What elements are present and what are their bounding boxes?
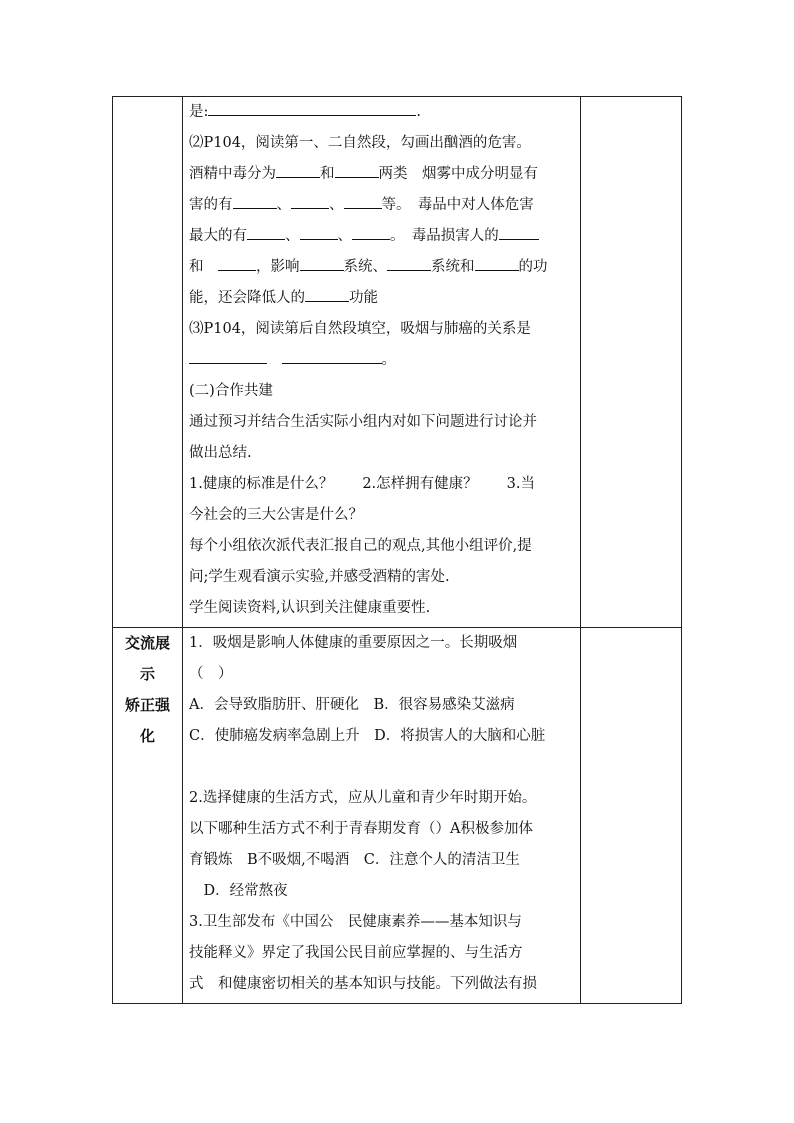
answer-blank[interactable] bbox=[352, 225, 390, 240]
text-segment: 系统和 bbox=[431, 259, 475, 275]
text-segment: ，影响 bbox=[256, 259, 300, 275]
content-cell bbox=[183, 628, 581, 1004]
notes-cell bbox=[581, 97, 682, 628]
text-line: 通过预习并结合生活实际小组内对如下问题进行讨论并 bbox=[189, 414, 537, 430]
text-line: C．使肺癌发病率急剧上升 D．将损害人的大脑和心脏 bbox=[189, 728, 546, 744]
text-line bbox=[189, 345, 575, 376]
answer-blank[interactable] bbox=[218, 256, 256, 271]
text-segment: 。 bbox=[381, 352, 396, 368]
text-segment: 等。 毒品中对人体危害 bbox=[381, 197, 534, 213]
text-line: 学生阅读资料,认识到关注健康重要性. bbox=[189, 600, 431, 616]
text-line: D．经常熬夜 bbox=[189, 883, 288, 899]
text-line bbox=[189, 97, 575, 128]
answer-blank[interactable] bbox=[276, 163, 320, 178]
text-segment: 是: bbox=[189, 104, 209, 120]
table-row bbox=[113, 97, 682, 628]
text-line: 以下哪种生活方式不利于青春期发育（）A积极参加体 bbox=[189, 821, 533, 837]
text-line bbox=[189, 283, 575, 314]
text-line: 1.健康的标准是什么？ 2.怎样拥有健康？ 3.当 bbox=[189, 476, 536, 492]
answer-blank[interactable] bbox=[247, 225, 285, 240]
exercise-content bbox=[183, 628, 580, 1000]
answer-blank[interactable] bbox=[305, 287, 349, 302]
answer-blank[interactable] bbox=[387, 256, 431, 271]
text-line: 1．吸烟是影响人体健康的重要原因之一。长期吸烟 bbox=[189, 635, 518, 651]
text-line: ⑵P104，阅读第一、二自然段，勾画出酗酒的危害。 bbox=[189, 135, 531, 151]
text-line: 每个小组依次派代表汇报自己的观点,其他小组评价,提 bbox=[189, 538, 532, 554]
side-label-cell bbox=[113, 628, 183, 1004]
side-label-cell-empty bbox=[113, 97, 183, 628]
text-line: ⑶P104，阅读第后自然段填空，吸烟与肺癌的关系是 bbox=[189, 321, 531, 337]
text-line bbox=[189, 221, 575, 252]
text-line: 式 和健康密切相关的基本知识与技能。下列做法有损 bbox=[189, 976, 537, 992]
text-line: (二)合作共建 bbox=[189, 383, 273, 399]
answer-blank[interactable] bbox=[282, 349, 382, 364]
table-row bbox=[113, 628, 682, 1004]
text-segment: 、 bbox=[337, 228, 352, 244]
text-segment: 害的有 bbox=[189, 197, 233, 213]
text-line bbox=[189, 252, 575, 283]
text-segment: 系统、 bbox=[343, 259, 387, 275]
text-line: 问;学生观看演示实验,并感受酒精的害处. bbox=[189, 569, 450, 585]
text-line: （ ） bbox=[189, 666, 233, 682]
text-segment: 和 bbox=[189, 259, 218, 275]
text-line: 做出总结. bbox=[189, 445, 252, 461]
section-label-line: 化 bbox=[139, 727, 155, 745]
section-label-line: 交流展 bbox=[124, 634, 170, 652]
text-segment: 酒精中毒分为 bbox=[189, 166, 276, 182]
text-segment: . bbox=[416, 104, 421, 120]
text-line: 3.卫生部发布《中国公 民健康素养——基本知识与 bbox=[189, 914, 522, 930]
text-segment: 能，还会降低人的 bbox=[189, 290, 305, 306]
text-line: 今社会的三大公害是什么？ bbox=[189, 507, 363, 523]
section-label-line: 矫正强 bbox=[124, 696, 170, 714]
text-segment: 、 bbox=[329, 197, 344, 213]
text-segment: 功能 bbox=[349, 290, 378, 306]
text-line: 育锻炼 B不吸烟,不喝酒 C．注意个人的清洁卫生 bbox=[189, 852, 520, 868]
text-segment bbox=[267, 352, 282, 368]
answer-blank[interactable] bbox=[344, 194, 382, 209]
text-segment: 和 bbox=[320, 166, 335, 182]
text-segment: 的功 bbox=[518, 259, 548, 275]
answer-blank[interactable] bbox=[300, 225, 338, 240]
text-segment: 、 bbox=[285, 228, 300, 244]
text-line: A．会导致脂肪肝、肝硬化 B．很容易感染艾滋病 bbox=[189, 697, 515, 713]
text-line bbox=[189, 752, 575, 783]
section-label bbox=[113, 628, 182, 752]
answer-blank[interactable] bbox=[233, 194, 277, 209]
text-segment: 、 bbox=[276, 197, 291, 213]
content-cell bbox=[183, 97, 581, 628]
answer-blank[interactable] bbox=[499, 225, 539, 240]
lesson-plan-table bbox=[112, 96, 682, 1004]
answer-blank[interactable] bbox=[300, 256, 344, 271]
text-segment: 最大的有 bbox=[189, 228, 247, 244]
text-line: 2.选择健康的生活方式，应从儿童和青少年时期开始。 bbox=[189, 790, 537, 806]
answer-blank[interactable] bbox=[335, 163, 379, 178]
answer-blank[interactable] bbox=[189, 349, 267, 364]
section-label-line: 示 bbox=[139, 665, 155, 683]
answer-blank[interactable] bbox=[208, 101, 416, 116]
text-line bbox=[189, 190, 575, 221]
answer-blank[interactable] bbox=[475, 256, 519, 271]
text-segment: 两类 烟雾中成分明显有 bbox=[378, 166, 538, 182]
answer-blank[interactable] bbox=[291, 194, 329, 209]
text-line: 技能释义》界定了我国公民目前应掌握的、与生活方 bbox=[189, 945, 523, 961]
text-segment: 。 毒品损害人的 bbox=[390, 228, 499, 244]
notes-cell bbox=[581, 628, 682, 1004]
text-line bbox=[189, 159, 575, 190]
self-study-content bbox=[183, 97, 580, 624]
